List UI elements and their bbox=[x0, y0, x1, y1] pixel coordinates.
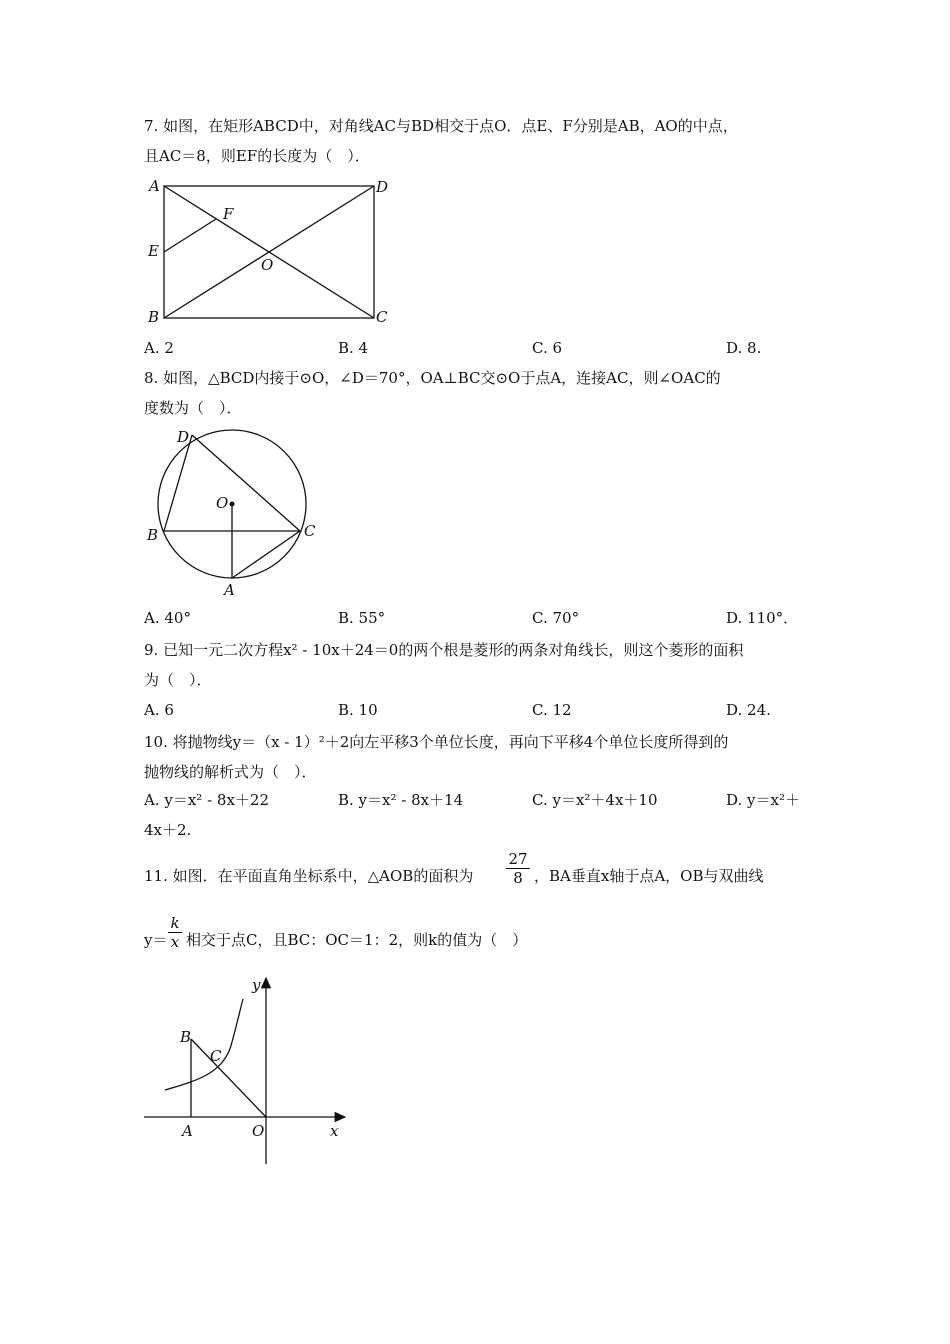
q11-label-x: x bbox=[330, 1122, 339, 1140]
q9-option-b[interactable]: B. 10 bbox=[338, 701, 378, 719]
q8-label-A: A bbox=[224, 581, 235, 599]
q11-label-y: y bbox=[252, 976, 261, 994]
q8-option-b[interactable]: B. 55° bbox=[338, 609, 386, 627]
q11-area-fraction bbox=[506, 850, 530, 887]
q11-label-C: C bbox=[210, 1047, 222, 1065]
q7-stem-line1: 7. 如图，在矩形ABCD中，对角线AC与BD相交于点O．点E、F分别是AB，AO的中点， bbox=[144, 117, 738, 135]
q11-stem-line1-post: ，BA垂直x轴于点A，OB与双曲线 bbox=[534, 867, 764, 885]
q8-option-d[interactable]: D. 110°． bbox=[726, 609, 799, 627]
q9-stem-line2: 为（ ）． bbox=[144, 671, 212, 689]
q7-option-b[interactable]: B. 4 bbox=[338, 339, 369, 357]
q7-label-O: O bbox=[261, 256, 274, 274]
q11-hyperbola-fraction bbox=[168, 914, 182, 951]
q10-option-d[interactable]: D. y＝x²＋ bbox=[726, 791, 800, 809]
q11-coordinate-figure bbox=[140, 972, 360, 1172]
q7-label-A: A bbox=[149, 177, 160, 195]
q7-rectangle-figure bbox=[140, 172, 410, 332]
q11-stem-line2-post: 相交于点C，且BC：OC＝1：2，则k的值为（ ） bbox=[186, 931, 528, 949]
q7-label-F: F bbox=[223, 205, 234, 223]
q11-fraction2-numerator: k bbox=[170, 914, 180, 932]
q9-stem-line1: 9. 已知一元二次方程x² ‑ 10x＋24＝0的两个根是菱形的两条对角线长，则这个菱形的面积 bbox=[144, 641, 744, 659]
q10-option-a[interactable]: A. y＝x² ‑ 8x＋22 bbox=[144, 791, 270, 809]
q11-fraction-numerator: 27 bbox=[508, 850, 528, 868]
q9-option-c[interactable]: C. 12 bbox=[532, 701, 572, 719]
q8-label-D: D bbox=[177, 428, 190, 446]
q8-label-C: C bbox=[304, 522, 316, 540]
q10-stem-line1: 10. 将抛物线y＝（x ‑ 1）²＋2向左平移3个单位长度，再向下平移4个单位长度所得到的 bbox=[144, 733, 729, 751]
q11-label-B: B bbox=[180, 1028, 192, 1046]
q8-option-c[interactable]: C. 70° bbox=[532, 609, 580, 627]
q8-circle-figure bbox=[140, 420, 340, 605]
q8-stem-line2: 度数为（ ）． bbox=[144, 399, 242, 417]
q7-label-C: C bbox=[376, 308, 388, 326]
q7-option-d[interactable]: D. 8. bbox=[726, 339, 762, 357]
q7-option-a[interactable]: A. 2 bbox=[144, 339, 174, 357]
q7-option-c[interactable]: C. 6 bbox=[532, 339, 563, 357]
q11-stem-line1-pre: 11. 如图．在平面直角坐标系中，△AOB的面积为 bbox=[144, 867, 474, 885]
q11-fraction-denominator: 8 bbox=[506, 868, 530, 887]
q11-label-A: A bbox=[182, 1122, 193, 1140]
q8-option-a[interactable]: A. 40° bbox=[144, 609, 191, 627]
q9-option-d[interactable]: D. 24. bbox=[726, 701, 771, 719]
q11-stem-line2-pre: y＝ bbox=[144, 931, 168, 949]
q8-stem-line1: 8. 如图，△BCD内接于⊙O，∠D＝70°，OA⊥BC交⊙O于点A，连接AC，则∠OAC的 bbox=[144, 369, 721, 387]
q10-option-b[interactable]: B. y＝x² ‑ 8x＋14 bbox=[338, 791, 464, 809]
q10-option-c[interactable]: C. y＝x²＋4x＋10 bbox=[532, 791, 658, 809]
q7-label-B: B bbox=[148, 308, 160, 326]
q8-label-B: B bbox=[147, 526, 159, 544]
q9-option-a[interactable]: A. 6 bbox=[144, 701, 174, 719]
q10-stem-line2: 抛物线的解析式为（ ）． bbox=[144, 763, 317, 781]
q7-label-D: D bbox=[376, 178, 389, 196]
q7-stem-line2: 且AC＝8，则EF的长度为（ ）． bbox=[144, 147, 370, 165]
q10-option-d-continued: 4x＋2. bbox=[144, 821, 192, 839]
q11-fraction2-denominator: x bbox=[168, 932, 182, 951]
q7-label-E: E bbox=[148, 242, 159, 260]
q8-label-O: O bbox=[216, 494, 229, 512]
q11-label-O: O bbox=[252, 1122, 265, 1140]
